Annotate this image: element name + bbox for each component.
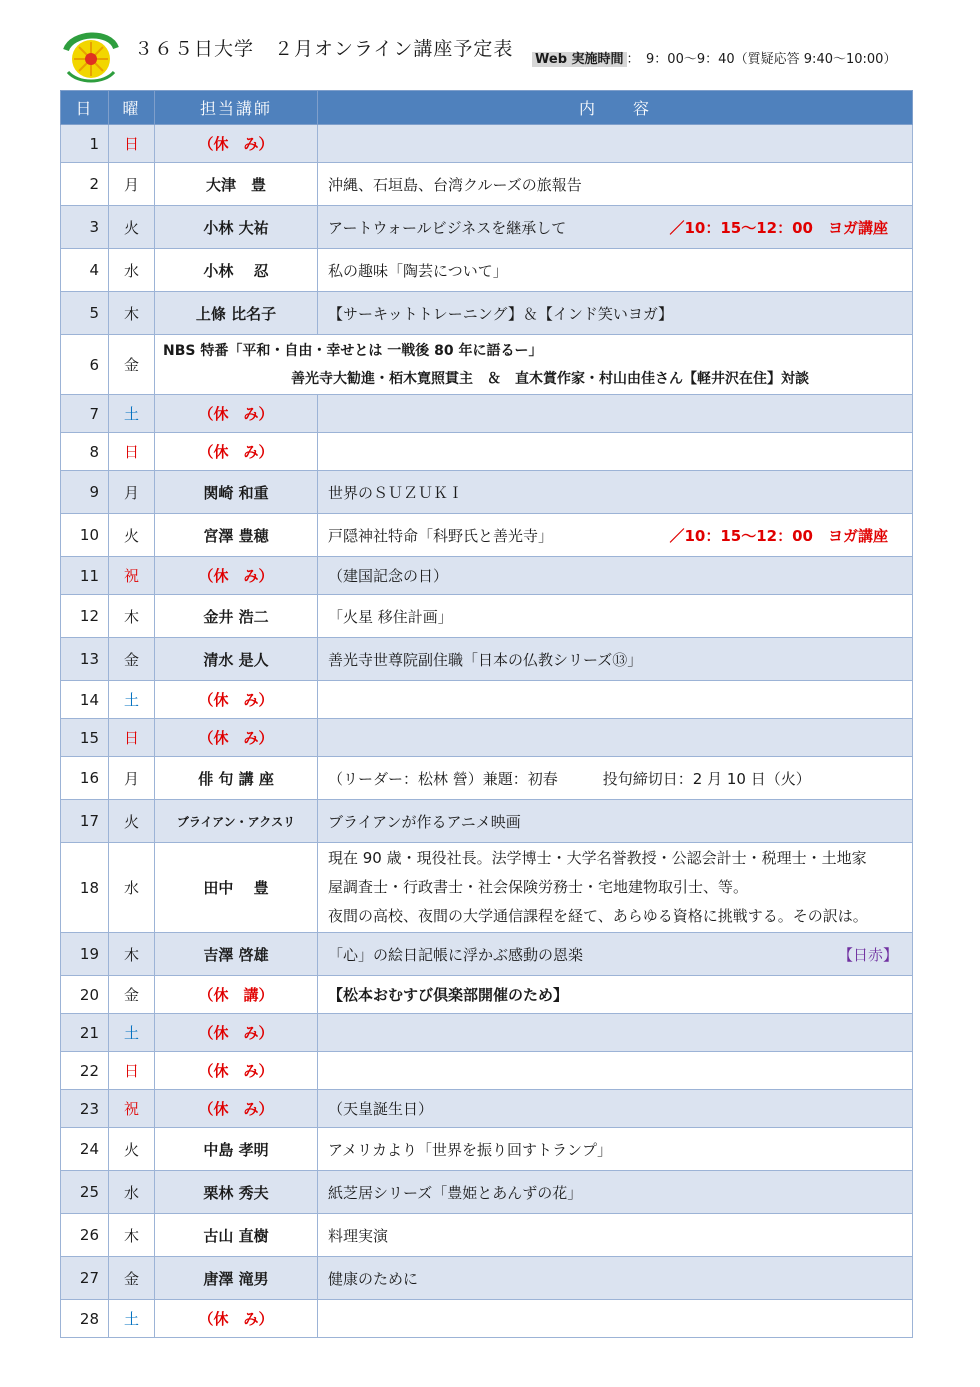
day-cell: 3	[61, 206, 109, 249]
instructor-name: 清水 是人	[203, 650, 269, 669]
instructor-name: 唐澤 滝男	[203, 1269, 269, 1288]
weekday-cell: 祝	[109, 1090, 155, 1128]
day-cell: 19	[61, 933, 109, 976]
table-row	[61, 719, 913, 757]
instructor-cell	[155, 719, 318, 757]
day-cell: 8	[61, 433, 109, 471]
day-cell: 5	[61, 292, 109, 335]
instructor-name: 金井 浩二	[203, 607, 269, 626]
instructor-cell	[155, 125, 318, 163]
table-row	[61, 800, 913, 843]
table-row	[61, 1257, 913, 1300]
yoga-note: ／10：15～12：00 ヨガ講座	[669, 526, 888, 545]
table-row	[61, 557, 913, 595]
content-cell	[318, 1052, 913, 1090]
web-time-info	[532, 48, 896, 67]
instructor-cell	[155, 514, 318, 557]
day-cell: 17	[61, 800, 109, 843]
instructor-cell	[155, 1171, 318, 1214]
table-row	[61, 757, 913, 800]
day-cell: 1	[61, 125, 109, 163]
instructor-name: 古山 直樹	[203, 1226, 269, 1245]
content-cell	[318, 292, 913, 335]
table-row	[61, 395, 913, 433]
instructor-cell	[155, 933, 318, 976]
content-cell	[318, 719, 913, 757]
holiday-label: （休 み）	[198, 691, 274, 709]
content-text: 紙芝居シリーズ「豊姫とあんずの花」	[328, 1183, 583, 1202]
table-row	[61, 1014, 913, 1052]
table-row	[61, 249, 913, 292]
instructor-cell	[155, 557, 318, 595]
content-text: 【サーキットトレーニング】＆【インド笑いヨガ】	[328, 304, 674, 323]
table-row	[61, 163, 913, 206]
yoga-note: ／10：15～12：00 ヨガ講座	[669, 218, 888, 237]
instructor-cell	[155, 800, 318, 843]
weekday-cell: 火	[109, 206, 155, 249]
instructor-cell	[155, 1214, 318, 1257]
schedule-body	[61, 125, 913, 1338]
instructor-cell	[155, 1014, 318, 1052]
holiday-label: （休 み）	[198, 135, 274, 153]
table-row	[61, 206, 913, 249]
instructor-cell	[155, 292, 318, 335]
weekday-cell: 土	[109, 395, 155, 433]
content-cell	[318, 249, 913, 292]
special-line-2: 善光寺大勧進・栢木寛照貫主 ＆ 直木賞作家・村山由佳さん【軽井沢在住】対談	[291, 370, 809, 387]
day-cell: 26	[61, 1214, 109, 1257]
content-cell	[318, 1171, 913, 1214]
weekday-cell: 火	[109, 1128, 155, 1171]
day-cell: 2	[61, 163, 109, 206]
day-cell: 13	[61, 638, 109, 681]
day-cell: 4	[61, 249, 109, 292]
content-cell	[318, 514, 913, 557]
instructor-cell	[155, 163, 318, 206]
weekday-cell: 日	[109, 719, 155, 757]
holiday-label: （休 み）	[198, 405, 274, 423]
content-text: 善光寺世尊院副住職「日本の仏教シリーズ⑬」	[328, 650, 643, 669]
instructor-cell	[155, 1090, 318, 1128]
content-text: ブライアンが作るアニメ映画	[328, 812, 521, 831]
instructor-cell	[155, 249, 318, 292]
day-cell: 9	[61, 471, 109, 514]
content-text: アートウォールビジネスを継承して	[328, 218, 567, 237]
instructor-cell	[155, 843, 318, 933]
table-row	[61, 335, 913, 395]
day-cell: 12	[61, 595, 109, 638]
instructor-name: 栗林 秀夫	[203, 1183, 269, 1202]
weekday-cell: 日	[109, 125, 155, 163]
holiday-label: （休 み）	[198, 443, 274, 461]
weekday-cell: 金	[109, 1257, 155, 1300]
instructor-cell	[155, 1257, 318, 1300]
table-row	[61, 1090, 913, 1128]
instructor-name: ブライアン・アクスリ	[176, 815, 296, 829]
content-text: （天皇誕生日）	[328, 1100, 434, 1118]
instructor-name: 小林 大祐	[203, 218, 269, 237]
instructor-name: 小林 忍	[203, 261, 269, 280]
table-row	[61, 514, 913, 557]
content-line: 現在 90 歳・現役社長。法学博士・大学名誉教授・公認会計士・税理士・土地家	[328, 849, 867, 867]
content-cell	[318, 1257, 913, 1300]
content-text: 私の趣味「陶芸について」	[328, 261, 508, 280]
content-text: 「火星 移住計画」	[328, 607, 453, 626]
weekday-cell: 土	[109, 681, 155, 719]
college-logo	[62, 28, 120, 86]
content-cell	[318, 595, 913, 638]
content-text: 沖縄、石垣島、台湾クルーズの旅報告	[328, 175, 582, 194]
weekday-cell: 木	[109, 595, 155, 638]
day-cell: 6	[61, 335, 109, 395]
weekday-cell: 火	[109, 514, 155, 557]
weekday-cell: 木	[109, 292, 155, 335]
instructor-cell	[155, 681, 318, 719]
weekday-cell: 金	[109, 638, 155, 681]
instructor-name: 吉澤 啓雄	[203, 945, 269, 964]
weekday-cell: 木	[109, 1214, 155, 1257]
holiday-label: （休 み）	[198, 1062, 274, 1080]
content-cell	[318, 1300, 913, 1338]
content-cell	[318, 163, 913, 206]
table-row	[61, 1052, 913, 1090]
content-cell	[318, 433, 913, 471]
content-cell	[318, 933, 913, 976]
day-cell: 18	[61, 843, 109, 933]
content-cell	[318, 843, 913, 933]
day-cell: 16	[61, 757, 109, 800]
weekday-cell: 金	[109, 976, 155, 1014]
instructor-cell	[155, 206, 318, 249]
day-cell: 23	[61, 1090, 109, 1128]
holiday-label: （休 み）	[198, 1024, 274, 1042]
content-cell	[318, 976, 913, 1014]
table-row	[61, 1214, 913, 1257]
table-row	[61, 595, 913, 638]
weekday-cell: 木	[109, 933, 155, 976]
instructor-name: 上條 比名子	[195, 304, 277, 323]
day-cell: 24	[61, 1128, 109, 1171]
table-row	[61, 638, 913, 681]
weekday-cell: 水	[109, 1171, 155, 1214]
weekday-cell: 月	[109, 163, 155, 206]
day-cell: 7	[61, 395, 109, 433]
table-row	[61, 976, 913, 1014]
content-cell	[318, 557, 913, 595]
col-header-day: 日	[61, 91, 109, 125]
table-row	[61, 125, 913, 163]
content-text: アメリカより「世界を振り回すトランプ」	[328, 1140, 612, 1159]
col-header-weekday: 曜	[109, 91, 155, 125]
day-cell: 15	[61, 719, 109, 757]
content-line: 屋調査士・行政書士・社会保険労務士・宅地建物取引士、等。	[328, 878, 749, 896]
content-cell	[318, 638, 913, 681]
content-cell	[318, 206, 913, 249]
content-cell	[318, 471, 913, 514]
weekday-cell: 祝	[109, 557, 155, 595]
table-row	[61, 1171, 913, 1214]
instructor-cell	[155, 595, 318, 638]
holiday-label: （休 み）	[198, 729, 274, 747]
instructor-cell	[155, 638, 318, 681]
content-text: （リーダー：松林 營）兼題：初春 投句締切日：2 月 10 日（火）	[328, 769, 811, 788]
table-row	[61, 933, 913, 976]
content-text: （建国記念の日）	[328, 567, 449, 585]
weekday-cell: 土	[109, 1300, 155, 1338]
weekday-cell: 日	[109, 1052, 155, 1090]
instructor-cell	[155, 433, 318, 471]
weekday-cell: 土	[109, 1014, 155, 1052]
weekday-cell: 火	[109, 800, 155, 843]
content-text: 「心」の絵日記帳に浮かぶ感動の恩楽	[328, 945, 584, 964]
instructor-name: 大津 豊	[205, 175, 266, 194]
instructor-cell	[155, 1128, 318, 1171]
instructor-cell	[155, 1052, 318, 1090]
table-row	[61, 1300, 913, 1338]
instructor-name: 中島 孝明	[203, 1140, 269, 1159]
instructor-name: 関崎 和重	[203, 483, 269, 502]
content-cell	[318, 757, 913, 800]
instructor-name: 田中 豊	[203, 879, 269, 897]
page-title: ３６５日大学 ２月オンライン講座予定表	[134, 38, 514, 60]
weekday-cell: 月	[109, 757, 155, 800]
day-cell: 20	[61, 976, 109, 1014]
holiday-label: （休 み）	[198, 1100, 274, 1118]
weekday-cell: 月	[109, 471, 155, 514]
day-cell: 10	[61, 514, 109, 557]
content-cell	[318, 395, 913, 433]
col-header-content: 内 容	[318, 91, 913, 125]
holiday-label: （休 み）	[198, 567, 274, 585]
instructor-cell	[155, 395, 318, 433]
instructor-cell	[155, 976, 318, 1014]
content-text: 【松本おむすび倶楽部開催のため】	[328, 986, 569, 1004]
content-cell	[318, 681, 913, 719]
instructor-cell	[155, 757, 318, 800]
instructor-cell	[155, 471, 318, 514]
content-text: 世界のＳＵＺＵＫＩ	[328, 483, 464, 502]
day-cell: 28	[61, 1300, 109, 1338]
content-cell	[318, 800, 913, 843]
weekday-cell: 金	[109, 335, 155, 395]
special-program-cell	[155, 335, 913, 395]
day-cell: 25	[61, 1171, 109, 1214]
content-text: 料理実演	[328, 1226, 389, 1245]
jrc-tag: 【日赤】	[837, 945, 898, 964]
content-cell	[318, 1128, 913, 1171]
content-cell	[318, 1214, 913, 1257]
day-cell: 14	[61, 681, 109, 719]
table-row	[61, 292, 913, 335]
holiday-label: （休 講）	[198, 986, 274, 1004]
table-row	[61, 681, 913, 719]
content-cell	[318, 1014, 913, 1052]
table-header-row	[61, 91, 913, 125]
day-cell: 11	[61, 557, 109, 595]
web-time-value: ： 9：00～9：40（質疑応答 9:40～10:00）	[626, 52, 897, 67]
content-text: 健康のために	[328, 1269, 419, 1288]
content-text: 戸隠神社特命「科野氏と善光寺」	[328, 526, 554, 545]
web-time-label: Web 実施時間	[532, 52, 627, 67]
holiday-label: （休 み）	[198, 1310, 274, 1328]
special-line-1: NBS 特番「平和・自由・幸せとは 一戦後 80 年に語るー」	[163, 342, 543, 359]
day-cell: 22	[61, 1052, 109, 1090]
table-row	[61, 843, 913, 933]
instructor-cell	[155, 1300, 318, 1338]
weekday-cell: 水	[109, 249, 155, 292]
day-cell: 27	[61, 1257, 109, 1300]
table-row	[61, 433, 913, 471]
content-cell	[318, 1090, 913, 1128]
day-cell: 21	[61, 1014, 109, 1052]
weekday-cell: 日	[109, 433, 155, 471]
content-line: 夜間の高校、夜間の大学通信課程を経て、あらゆる資格に挑戦する。その訳は。	[328, 907, 868, 925]
schedule-table	[60, 90, 913, 1338]
table-row	[61, 471, 913, 514]
instructor-name: 宮澤 豊穂	[203, 526, 269, 545]
content-cell	[318, 125, 913, 163]
instructor-name: 俳 句 講 座	[198, 769, 274, 788]
table-row	[61, 1128, 913, 1171]
col-header-instructor: 担当講師	[155, 91, 318, 125]
weekday-cell: 水	[109, 843, 155, 933]
